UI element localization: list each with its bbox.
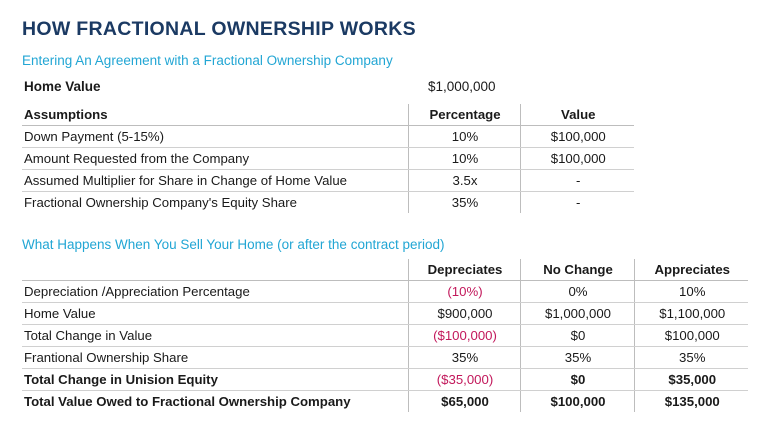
table-header-row (22, 259, 748, 281)
column-header-no-change: No Change (520, 259, 634, 281)
row-no-change: $0 (520, 369, 634, 391)
row-no-change: $100,000 (520, 391, 634, 413)
row-label: Total Change in Unision Equity (22, 369, 408, 391)
row-value: $100,000 (520, 126, 634, 148)
table-row (22, 369, 748, 391)
table-row (22, 148, 634, 170)
page-title: HOW FRACTIONAL OWNERSHIP WORKS (22, 18, 416, 40)
row-label: Home Value (22, 303, 408, 325)
row-percentage: 10% (408, 148, 520, 170)
section-heading-agreement: Entering An Agreement with a Fractional Ownership Company (22, 53, 393, 68)
column-header-percentage: Percentage (408, 104, 520, 126)
home-value: $1,000,000 (428, 79, 496, 94)
table-row (22, 325, 748, 347)
row-depreciates: 35% (408, 347, 520, 369)
column-header-blank (22, 259, 408, 281)
row-no-change: 35% (520, 347, 634, 369)
row-label: Assumed Multiplier for Share in Change of Home Value (22, 170, 408, 192)
row-no-change: $1,000,000 (520, 303, 634, 325)
row-label: Depreciation /Appreciation Percentage (22, 281, 408, 303)
row-percentage: 3.5x (408, 170, 520, 192)
row-label: Frantional Ownership Share (22, 347, 408, 369)
table-row (22, 126, 634, 148)
column-header-appreciates: Appreciates (634, 259, 748, 281)
column-header-value: Value (520, 104, 634, 126)
row-appreciates: $35,000 (634, 369, 748, 391)
row-label: Total Value Owed to Fractional Ownership Company (24, 394, 351, 409)
row-depreciates: $65,000 (408, 391, 520, 413)
row-percentage: 10% (408, 126, 520, 148)
row-depreciates: $900,000 (408, 303, 520, 325)
row-label: Amount Requested from the Company (22, 148, 408, 170)
section-heading-sale: What Happens When You Sell Your Home (or after the contract period) (22, 237, 445, 252)
row-label: Total Change in Value (22, 325, 408, 347)
row-depreciates: (10%) (408, 281, 520, 303)
row-appreciates: 35% (634, 347, 748, 369)
row-depreciates: ($35,000) (408, 369, 520, 391)
table-row (22, 303, 748, 325)
row-no-change: $0 (520, 325, 634, 347)
assumptions-table (22, 104, 634, 213)
row-no-change: 0% (520, 281, 634, 303)
sale-outcomes-table (22, 259, 748, 412)
home-value-label: Home Value (24, 79, 101, 94)
table-row (22, 391, 748, 413)
column-header-depreciates: Depreciates (408, 259, 520, 281)
row-depreciates: ($100,000) (408, 325, 520, 347)
table-header-row (22, 104, 634, 126)
row-appreciates: $100,000 (634, 325, 748, 347)
row-appreciates: $135,000 (634, 391, 748, 413)
table-row (22, 192, 634, 214)
table-row (22, 170, 634, 192)
row-value: - (520, 192, 634, 214)
table-row (22, 281, 748, 303)
row-label: Fractional Ownership Company's Equity Share (24, 195, 297, 210)
row-percentage: 35% (408, 192, 520, 214)
table-row (22, 347, 748, 369)
row-appreciates: 10% (634, 281, 748, 303)
row-label: Down Payment (5-15%) (22, 126, 408, 148)
row-value: - (520, 170, 634, 192)
row-appreciates: $1,100,000 (634, 303, 748, 325)
column-header-assumptions: Assumptions (22, 104, 408, 126)
row-value: $100,000 (520, 148, 634, 170)
